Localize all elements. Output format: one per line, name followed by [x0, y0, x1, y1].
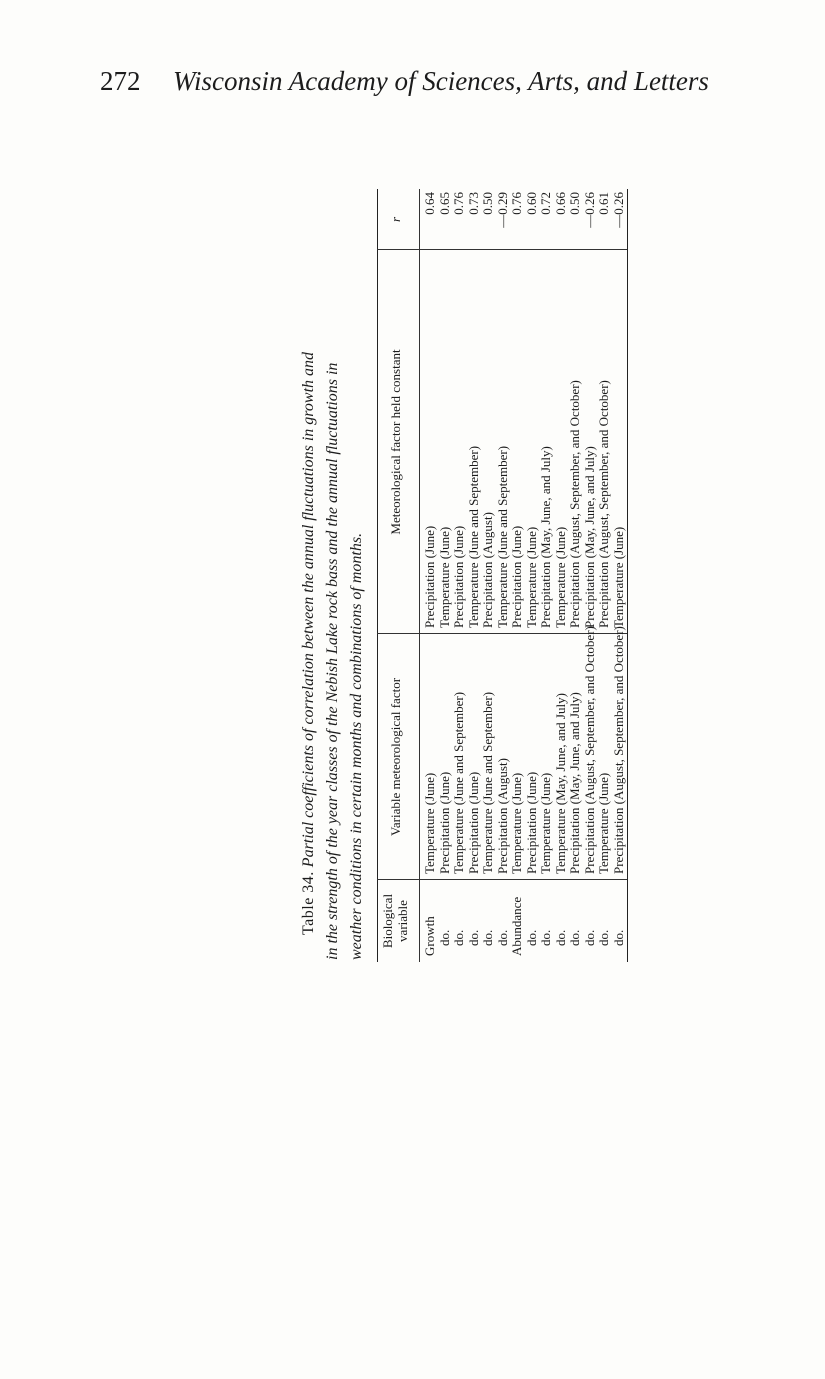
- cell-biological: Growth: [422, 916, 437, 956]
- cell-biological: do.: [581, 929, 597, 946]
- table-row: [496, 189, 511, 962]
- table-bottom-rule: [627, 189, 628, 962]
- running-title: Wisconsin Academy of Sciences, Arts, and Letters: [173, 66, 709, 96]
- cell-variable-factor: Precipitation (June): [436, 771, 452, 874]
- cell-variable-factor: Precipitation (May, June, and July): [567, 692, 582, 874]
- cell-variable-factor: Temperature (June): [538, 772, 553, 874]
- cell-biological: Abundance: [509, 896, 524, 956]
- header-held-constant: Meteorological factor held constant: [388, 349, 403, 535]
- header-biological-line-1: Biological: [380, 893, 395, 949]
- cell-r-value: —0.29: [494, 192, 510, 228]
- table-row: [510, 189, 525, 962]
- table-label: Table 34.: [300, 871, 317, 935]
- table-row: [539, 189, 554, 962]
- cell-variable-factor: Temperature (May, June, and July): [552, 693, 568, 874]
- table-row: [568, 189, 583, 962]
- cell-held-constant: Precipitation (August): [480, 512, 495, 628]
- cell-variable-factor: Temperature (June): [596, 772, 611, 874]
- table-row: [612, 189, 627, 962]
- cell-r-value: 0.73: [465, 192, 481, 215]
- cell-r-value: 0.50: [480, 192, 495, 215]
- cell-held-constant: Temperature (June): [610, 526, 626, 628]
- cell-biological: do.: [523, 929, 539, 946]
- cell-variable-factor: Precipitation (August, September, and October): [581, 626, 597, 874]
- table-row: [554, 189, 569, 962]
- cell-variable-factor: Temperature (June and September): [451, 691, 466, 874]
- cell-r-value: 0.50: [567, 192, 582, 215]
- cell-held-constant: Precipitation (May, June, and July): [538, 446, 553, 628]
- table-row: [481, 189, 496, 962]
- cell-biological: do.: [552, 929, 568, 946]
- table-row: [597, 189, 612, 962]
- cell-r-value: 0.61: [596, 192, 611, 215]
- cell-held-constant: Temperature (June and September): [494, 445, 510, 628]
- cell-r-value: 0.72: [538, 192, 553, 215]
- cell-held-constant: Temperature (June): [436, 526, 452, 628]
- cell-r-value: 0.60: [523, 192, 539, 215]
- table-body: [423, 189, 626, 962]
- cell-held-constant: Temperature (June and September): [465, 445, 481, 628]
- table-header-rule: [419, 189, 420, 962]
- header-biological-variable: [380, 880, 410, 962]
- header-r: r: [388, 216, 403, 223]
- table-row: [438, 189, 453, 962]
- caption-line-2: in the strength of the year classes of the Nebish Lake rock bass and the annual fluctuations in: [324, 362, 341, 960]
- cell-r-value: 0.65: [436, 192, 452, 215]
- cell-r-value: 0.66: [552, 192, 568, 215]
- cell-r-value: 0.76: [451, 192, 466, 215]
- table-top-rule: [377, 189, 378, 962]
- cell-biological: do.: [567, 929, 582, 946]
- cell-biological: do.: [465, 929, 481, 946]
- cell-held-constant: Precipitation (May, June, and July): [581, 446, 597, 628]
- cell-biological: do.: [538, 929, 553, 946]
- cell-variable-factor: Precipitation (June): [465, 771, 481, 874]
- caption-line-1: Partial coefficients of correlation between the annual fluctuations in growth and: [300, 351, 317, 868]
- header-variable-factor: Variable meteorological factor: [388, 677, 403, 837]
- cell-held-constant: Precipitation (June): [451, 525, 466, 628]
- cell-variable-factor: Temperature (June): [422, 772, 437, 874]
- cell-variable-factor: Precipitation (August, September, and October): [610, 626, 626, 874]
- rotated-table-block: [297, 190, 627, 960]
- cell-r-value: —0.26: [610, 192, 626, 228]
- cell-held-constant: Precipitation (August, September, and October): [596, 380, 611, 628]
- cell-biological: do.: [494, 929, 510, 946]
- page-number: 272: [100, 66, 141, 96]
- cell-variable-factor: Precipitation (June): [523, 771, 539, 874]
- cell-biological: do.: [610, 929, 626, 946]
- cell-biological: do.: [436, 929, 452, 946]
- cell-held-constant: Temperature (June): [552, 526, 568, 628]
- table-row: [452, 189, 467, 962]
- cell-r-value: —0.26: [581, 192, 597, 228]
- table-row: [525, 189, 540, 962]
- cell-held-constant: Precipitation (August, September, and October): [567, 380, 582, 628]
- cell-held-constant: Precipitation (June): [422, 525, 437, 628]
- cell-variable-factor: Precipitation (August): [494, 758, 510, 874]
- cell-held-constant: Precipitation (June): [509, 525, 524, 628]
- caption-line-3: weather conditions in certain months and combinations of months.: [348, 532, 365, 960]
- page-header: [100, 58, 740, 98]
- table-caption: [297, 190, 369, 960]
- cell-held-constant: Temperature (June): [523, 526, 539, 628]
- cell-variable-factor: Temperature (June): [509, 772, 524, 874]
- cell-biological: do.: [451, 929, 466, 946]
- cell-r-value: 0.76: [509, 192, 524, 215]
- table-row: [467, 189, 482, 962]
- table-row: [423, 189, 438, 962]
- header-biological-line-2: variable: [395, 900, 410, 942]
- cell-variable-factor: Temperature (June and September): [480, 691, 495, 874]
- cell-biological: do.: [480, 929, 495, 946]
- cell-r-value: 0.64: [422, 192, 437, 215]
- cell-biological: do.: [596, 929, 611, 946]
- table-row: [583, 189, 598, 962]
